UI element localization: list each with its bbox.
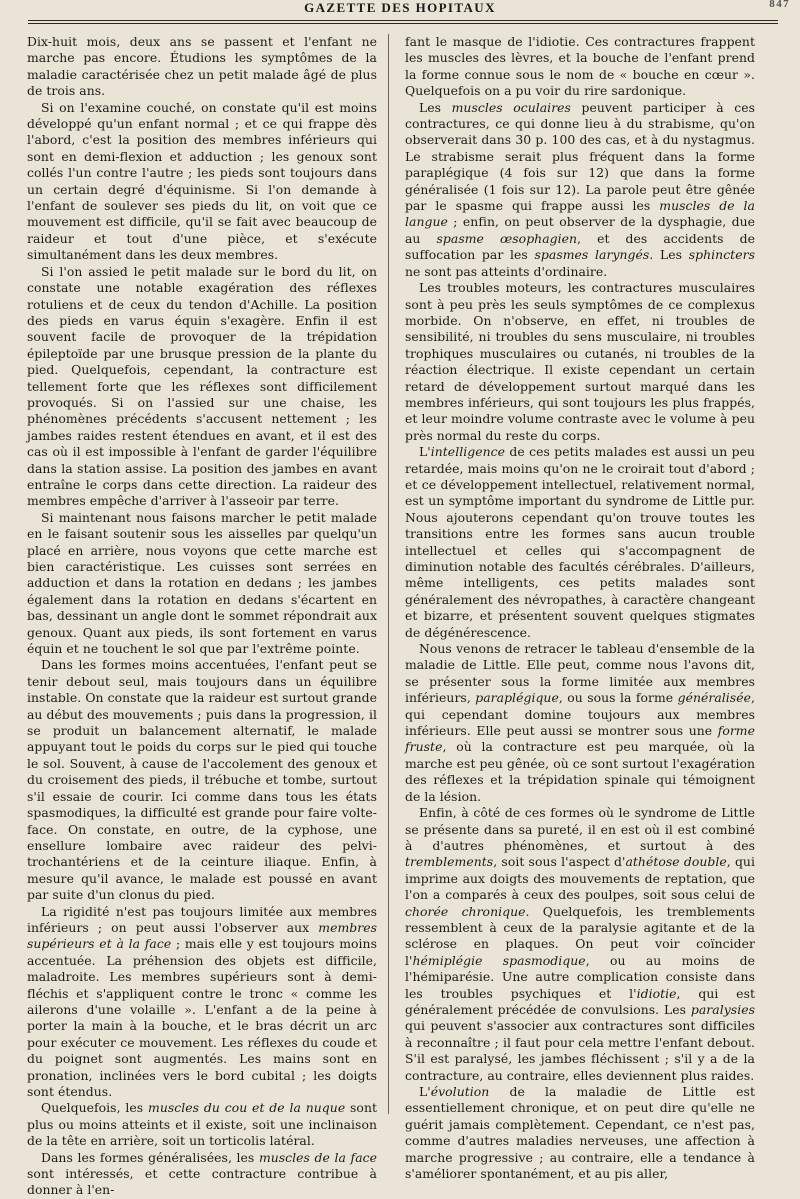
- paragraph: La rigidité n'est pas toujours limitée aux membres inférieurs ; on peut aussi l'observer aux membres supérieurs et à la face ; mais elle y est toujours moins accentuée. La préhension des objets est difficile, maladroite. Les membres supérieurs sont à demi-fléchis et s'appliquent contre le tronc « comme les ailerons d'une volaille ». L'enfant a de la peine à porter la main à la bouche, et le bras décrit un arc pour exécuter ce mouvement. Les réflexes du coude et du poignet sont augmentés. Les mains sont en pronation, inclinées vers le bord cubital ; les doigts sont étendus.: [27, 903, 377, 1099]
- paragraph: L'intelligence de ces petits malades est aussi un peu retardée, mais moins qu'on ne le croirait tout d'abord ; et ce développement intellectuel, relativement normal, est un symptôme important du syndrome de Little pur. Nous ajouterons cependant qu'on trouve toutes les transitions entre les formes sans aucun trouble intellectuel et celles qui s'accompagnent de diminution notable des facultés cérébrales. D'ailleurs, même intelligents, ces petits malades sont généralement des névropathes, à caractère changeant et bizarre, et présentent souvent quelques stigmates de dégénérescence.: [405, 444, 755, 640]
- paragraph: Dans les formes moins accentuées, l'enfant peut se tenir debout seul, mais toujours dans un équilibre instable. On constate que la raideur est surtout grande au début des mouvements ; puis dans la progression, il se produit un balancement alternatif, le malade appuyant tout le poids du corps sur le pied qui touche le sol. Souvent, à cause de l'accolement des genoux et du croisement des pieds, il trébuche et tombe, surtout s'il essaie de courir. Ici comme dans tous les états spasmodiques, la difficulté est grande pour faire volte-face. On constate, en outre, de la cyphose, une ensellure lombaire avec raideur des pelvi-trochantériens et de la ceinture iliaque. Enfin, à mesure qu'il avance, le malade est poussé en avant par suite d'un clonus du pied.: [27, 657, 377, 903]
- left-column: [27, 34, 378, 1198]
- page-number: 847: [769, 0, 790, 10]
- running-title: GAZETTE DES HOPITAUX: [304, 0, 496, 15]
- paragraph: Quelquefois, les muscles du cou et de la nuque sont plus ou moins atteints et il existe, soit une inclinaison de la tête en arrière, soit un torticolis latéral.: [27, 1100, 377, 1149]
- paragraph: Les troubles moteurs, les contractures musculaires sont à peu près les seuls symptômes de ce complexus morbide. On n'observe, en effet, ni troubles de sensibilité, ni troubles du sens musculaire, ni troubles trophiques musculaires ou cutanés, ni troubles de la réaction électrique. Il existe cependant un certain retard de développement surtout marqué dans les membres inférieurs, qui sont toujours les plus frappés, et leur moindre volume contraste avec le volume à peu près normal du reste du corps.: [405, 280, 755, 443]
- paragraph: Si l'on assied le petit malade sur le bord du lit, on constate une notable exagération des réflexes rotuliens et de ceux du tendon d'Achille. La position des pieds en varus équin s'exagère. Enfin il est souvent facile de provoquer de la trépidation épileptoïde par une brusque pression de la plante du pied. Quelquefois, cependant, la contracture est tellement forte que les réflexes sont difficilement provoqués. Si on l'assied sur une chaise, les phénomènes précédents s'accusent nettement ; les jambes raides restent étendues en avant, et il est des cas où il est impossible à l'enfant de garder l'équilibre dans la station assise. La position des jambes en avant entraîne le corps dans cette direction. La raideur des membres empêche d'arriver à l'asseoir par terre.: [27, 263, 377, 509]
- paragraph: Si maintenant nous faisons marcher le petit malade en le faisant soutenir sous les aisselles par quelqu'un placé en arrière, nous voyons que cette marche est bien caractéristique. Les cuisses sont serrées en adduction et dans la rotation en dedans ; les jambes également dans la rotation en dedans s'écartent en bas, dessinant un angle dont le sommet répondrait aux genoux. Quant aux pieds, ils sont fortement en varus équin et ne touchent le sol que par l'extrême pointe.: [27, 509, 377, 657]
- right-column: [405, 34, 756, 1182]
- paragraph: Enfin, à côté de ces formes où le syndrome de Little se présente dans sa pureté, il en est où il est combiné à d'autres phénomènes, et surtout à des tremblements, soit sous l'aspect d'athétose double, qui imprime aux doigts des mouvements de reptation, que l'on a comparés à ceux des poulpes, soit sous celui de chorée chronique. Quelquefois, les tremblements ressemblent à ceux de la paralysie agitante et de la sclérose en plaques. On peut voir coïncider l'hémiplégie spasmodique, ou au moins de l'hémiparésie. Une autre complication consiste dans les troubles psychiques et l'idiotie, qui est généralement précédée de convulsions. Les paralysies qui peuvent s'associer aux contractures sont difficiles à reconnaître ; il faut pour cela mettre l'enfant debout. S'il est paralysé, les jambes fléchissent ; s'il y a de la contracture, au contraire, elles deviennent plus raides.: [405, 805, 756, 1083]
- paragraph: Les muscles oculaires peuvent participer à ces contractures, ce qui donne lieu à du strabisme, qu'on observerait dans 30 p. 100 des cas, et à du nystagmus. Le strabisme serait plus fréquent dans la forme paraplégique (4 fois sur 12) que dans la forme généralisée (1 fois sur 12). La parole peut être gênée par le spasme qui frappe aussi les muscles de la langue ; enfin, on peut observer de la dysphagie, due au spasme œsophagien, et des accidents de suffocation par les spasmes laryngés. Les sphincters ne sont pas atteints d'ordinaire.: [405, 99, 756, 279]
- paragraph: Dans les formes généralisées, les muscles de la face sont intéressés, et cette contracture contribue à donner à l'en-: [27, 1149, 378, 1198]
- header-rule: [28, 20, 778, 24]
- paragraph: Si on l'examine couché, on constate qu'il est moins développé qu'un enfant normal ; et ce qui frappe dès l'abord, c'est la position des membres inférieurs qui sont en demi-flexion et adduction ; les genoux sont collés l'un contre l'autre ; les pieds sont toujours dans un certain degré d'équinisme. Si l'on demande à l'enfant de soulever ses pieds du lit, on voit que ce mouvement est difficile, qu'il se fait avec beaucoup de raideur et tout d'une pièce, et s'exécute simultanément dans les deux membres.: [27, 99, 377, 263]
- paragraph: Nous venons de retracer le tableau d'ensemble de la maladie de Little. Elle peut, comme nous l'avons dit, se présenter sous la forme limitée aux membres inférieurs, paraplégique, ou sous la forme généralisée, qui cependant domine toujours aux membres inférieurs. Elle peut aussi se montrer sous une forme fruste, où la contracture est peu marquée, où la marche est peu gênée, où ce sont surtout l'exagération des réflexes et la trépidation spinale qui témoignent de la lésion.: [405, 641, 755, 804]
- column-divider: [388, 34, 389, 1114]
- paragraph: L'évolution de la maladie de Little est essentiellement chronique, et on peut dire qu'elle ne guérit jamais complètement. Cependant, ce n'est pas, comme d'autres maladies nerveuses, une affection à marche progressive ; au contraire, elle a tendance à s'améliorer spontanément, et au pis aller,: [405, 1084, 755, 1182]
- running-head: [0, 0, 800, 16]
- paragraph: Dix-huit mois, deux ans se passent et l'enfant ne marche pas encore. Étudions les symptômes de la maladie caractérisée chez un petit malade âgé de plus de trois ans.: [27, 34, 377, 99]
- paragraph: fant le masque de l'idiotie. Ces contractures frappent les muscles des lèvres, et la bouche de l'enfant prend la forme connue sous le nom de « bouche en cœur ». Quelquefois on a pu voir du rire sardonique.: [405, 34, 755, 99]
